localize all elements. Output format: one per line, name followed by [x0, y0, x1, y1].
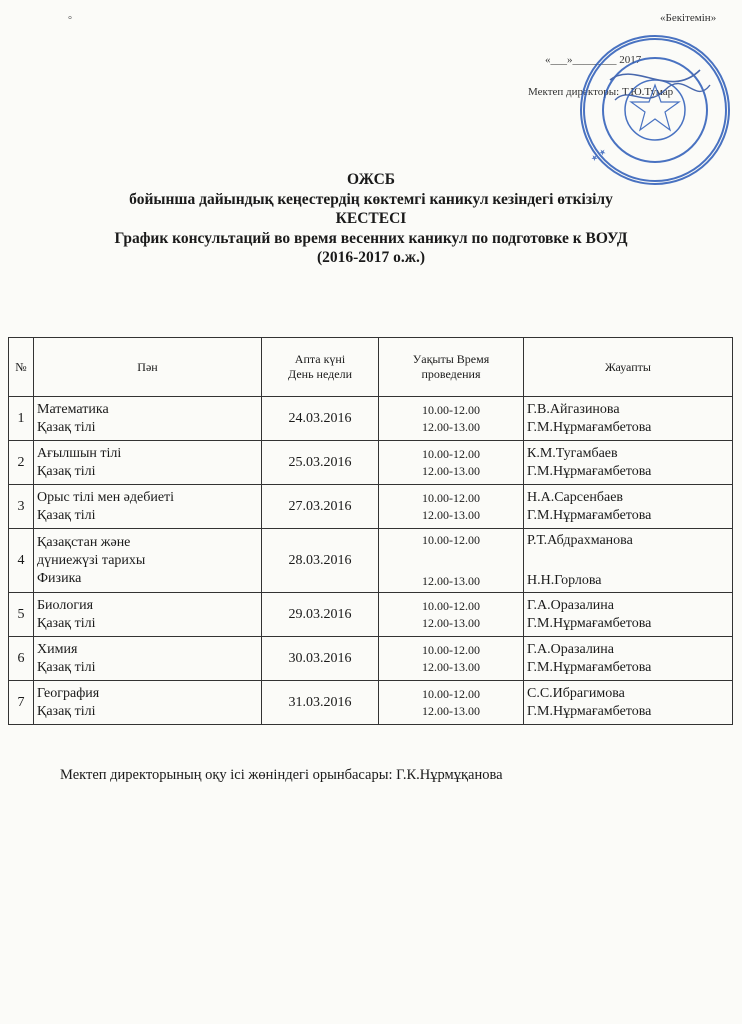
teacher-line: Н.Н.Горлова — [527, 572, 602, 588]
time-line: 12.00-13.00 — [422, 463, 480, 478]
row-teacher — [524, 593, 733, 637]
row-date: 29.03.2016 — [262, 593, 379, 637]
row-teacher — [524, 637, 733, 681]
school-seal-stamp — [575, 30, 735, 190]
row-time — [379, 637, 524, 681]
approval-date-line: «___»________ 2017 — [545, 54, 642, 66]
subject-line: Орыс тілі мен әдебиеті — [37, 489, 175, 505]
header-time — [379, 338, 524, 397]
time-line: 10.00-12.00 — [422, 402, 480, 417]
subject-line: Қазақ тілі — [37, 463, 96, 479]
table-row — [9, 485, 733, 529]
title-line-3: КЕСТЕСІ — [335, 210, 407, 227]
time-line: 10.00-12.00 — [422, 446, 480, 461]
row-date: 30.03.2016 — [262, 637, 379, 681]
header-time-line-2: проведения — [421, 367, 481, 381]
time-line: 10.00-12.00 — [422, 686, 480, 701]
table-row — [9, 529, 733, 593]
header-teacher: Жауапты — [524, 338, 733, 397]
table-row — [9, 637, 733, 681]
footer-signature-line: Мектеп директорының оқу ісі жөніндегі орынбасары: Г.К.Нұрмұқанова — [60, 767, 503, 783]
time-line: 10.00-12.00 — [422, 532, 480, 547]
scan-speck: ° — [68, 15, 72, 26]
time-line: 12.00-13.00 — [422, 507, 480, 522]
row-subject — [34, 637, 262, 681]
subject-line: Ағылшын тілі — [37, 445, 122, 461]
subject-line: Қазақ тілі — [37, 659, 96, 675]
teacher-line: Г.А.Оразалина — [527, 597, 615, 613]
row-date: 27.03.2016 — [262, 485, 379, 529]
row-date: 25.03.2016 — [262, 441, 379, 485]
approval-title: «Бекітемін» — [660, 12, 717, 24]
row-num: 4 — [9, 529, 34, 593]
time-line: 12.00-13.00 — [422, 615, 480, 630]
row-teacher — [524, 397, 733, 441]
subject-line: Биология — [37, 597, 94, 613]
subject-line: География — [37, 685, 100, 701]
row-teacher — [524, 529, 733, 593]
row-time — [379, 593, 524, 637]
row-date: 24.03.2016 — [262, 397, 379, 441]
teacher-line: Г.М.Нұрмағамбетова — [527, 419, 652, 435]
teacher-line: Г.М.Нұрмағамбетова — [527, 659, 652, 675]
title-line-4: График консультаций во время весенних каникул по подготовке к ВОУД — [114, 229, 628, 247]
row-num: 1 — [9, 397, 34, 441]
title-line-5: (2016-2017 о.ж.) — [316, 249, 426, 266]
teacher-line: Г.М.Нұрмағамбетова — [527, 615, 652, 631]
subject-line: Физика — [37, 570, 82, 586]
time-line: 10.00-12.00 — [422, 598, 480, 613]
header-day — [262, 338, 379, 397]
row-date: 28.03.2016 — [262, 529, 379, 593]
subject-line: дүниежүзі тарихы — [37, 552, 146, 568]
teacher-line: Р.Т.Абдрахманова — [527, 532, 633, 548]
subject-line: Қазақ тілі — [37, 507, 96, 523]
row-time — [379, 441, 524, 485]
row-subject — [34, 593, 262, 637]
time-line: 12.00-13.00 — [422, 659, 480, 674]
teacher-line: С.С.Ибрагимова — [527, 685, 625, 701]
teacher-line: Г.А.Оразалина — [527, 641, 615, 657]
time-line: 10.00-12.00 — [422, 490, 480, 505]
subject-line: Қазақ тілі — [37, 419, 96, 435]
row-time — [379, 485, 524, 529]
row-num: 6 — [9, 637, 34, 681]
table-row — [9, 441, 733, 485]
table-row — [9, 397, 733, 441]
teacher-line: К.М.Тугамбаев — [527, 445, 618, 461]
title-line-1: ОЖСБ — [346, 171, 396, 188]
teacher-line: Г.В.Айгазинова — [527, 401, 620, 417]
consultation-schedule-table — [8, 337, 733, 725]
table-header-row — [9, 338, 733, 397]
row-num: 7 — [9, 681, 34, 725]
teacher-line: Г.М.Нұрмағамбетова — [527, 507, 652, 523]
title-line-2: бойынша дайындық кеңестердің көктемгі каникул кезіндегі өткізілу — [129, 190, 613, 208]
time-line: 12.00-13.00 — [422, 703, 480, 718]
row-num: 3 — [9, 485, 34, 529]
row-subject — [34, 441, 262, 485]
teacher-line: Г.М.Нұрмағамбетова — [527, 703, 652, 719]
row-teacher — [524, 441, 733, 485]
table-row — [9, 593, 733, 637]
subject-line: Қазақ тілі — [37, 703, 96, 719]
row-subject — [34, 681, 262, 725]
row-subject — [34, 397, 262, 441]
subject-line: Қазақстан және — [37, 534, 131, 550]
row-time — [379, 529, 524, 593]
row-num: 5 — [9, 593, 34, 637]
time-line: 12.00-13.00 — [422, 419, 480, 434]
row-time — [379, 681, 524, 725]
teacher-line: Г.М.Нұрмағамбетова — [527, 463, 652, 479]
header-time-line-1: Уақыты Время — [412, 352, 490, 366]
header-day-line-2: День недели — [288, 367, 352, 381]
row-time — [379, 397, 524, 441]
row-teacher — [524, 485, 733, 529]
row-subject — [34, 485, 262, 529]
row-subject — [34, 529, 262, 593]
subject-line: Химия — [37, 641, 78, 657]
subject-line: Қазақ тілі — [37, 615, 96, 631]
svg-text:★ ★: ★ ★ — [588, 146, 608, 164]
document-title — [0, 170, 742, 268]
row-num: 2 — [9, 441, 34, 485]
header-subject: Пән — [34, 338, 262, 397]
row-teacher — [524, 681, 733, 725]
header-day-line-1: Апта күні — [294, 352, 346, 366]
time-line: 10.00-12.00 — [422, 642, 480, 657]
header-num: № — [9, 338, 34, 397]
row-date: 31.03.2016 — [262, 681, 379, 725]
approval-director: Мектеп директоры: Т.Ю.Тумар — [528, 86, 674, 98]
time-line: 12.00-13.00 — [422, 573, 480, 588]
subject-line: Математика — [37, 401, 109, 417]
teacher-line: Н.А.Сарсенбаев — [527, 489, 624, 505]
table-row — [9, 681, 733, 725]
